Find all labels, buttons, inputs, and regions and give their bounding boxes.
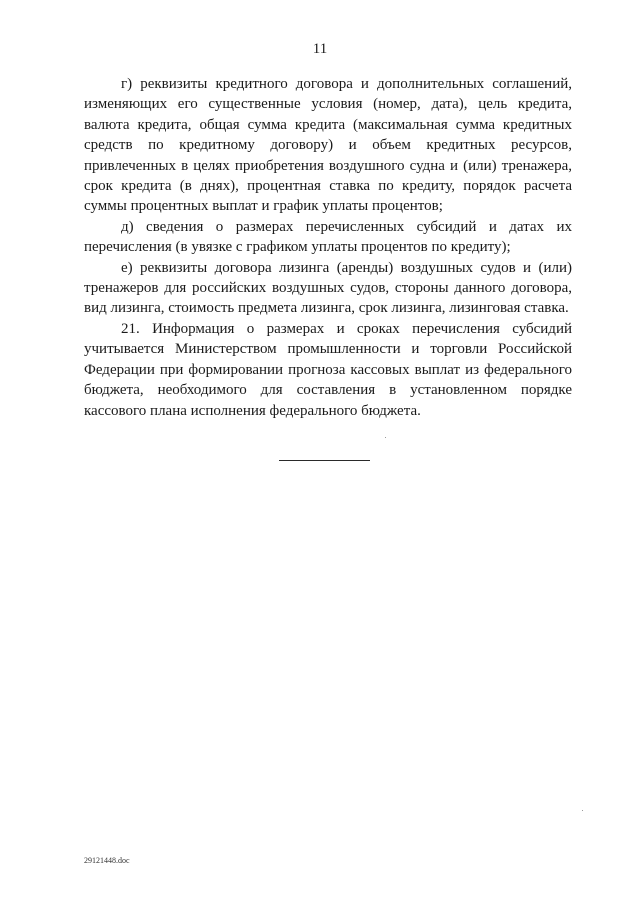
footer-file-code: 29121448.doc [84, 856, 130, 865]
paragraph-21-information: 21. Информация о размерах и сроках перечисления субсидий учитывается Министерством промышленности и торговли Российской Федерации при формировании прогноза кассовых выплат из федерального бюджета, необходимого для составления в установленном порядке кассового плана исполнения федерального бюджета. [84, 320, 572, 419]
paragraph-g-credit-details: г) реквизиты кредитного договора и дополнительных соглашений, изменяющих его существенные условия (номер, дата), цель кредита, валюта кредита, общая сумма кредита (максимальная сумма кредитных средств по кредитному договору) и объем кредитных ресурсов, привлеченных в целях приобретения воздушного судна и (или) тренажера, срок кредита (в днях), процентная ставка по кредиту, порядок расчета суммы процентных выплат и график уплаты процентов; [84, 76, 572, 215]
speck-mark [385, 437, 386, 438]
paragraph-d-subsidy-info: д) сведения о размерах перечисленных субсидий и датах их перечисления (в увязке с графиком уплаты процентов по кредиту); [84, 218, 572, 256]
speck-mark [582, 810, 583, 811]
paragraph-e-leasing-details: е) реквизиты договора лизинга (аренды) воздушных судов и (или) тренажеров для российских воздушных судов, стороны данного договора, вид лизинга, стоимость предмета лизинга, срок лизинга, лизинговая ставка. [84, 259, 572, 317]
section-divider [279, 460, 370, 461]
body-text [84, 74, 572, 421]
page-number: 11 [312, 41, 328, 57]
